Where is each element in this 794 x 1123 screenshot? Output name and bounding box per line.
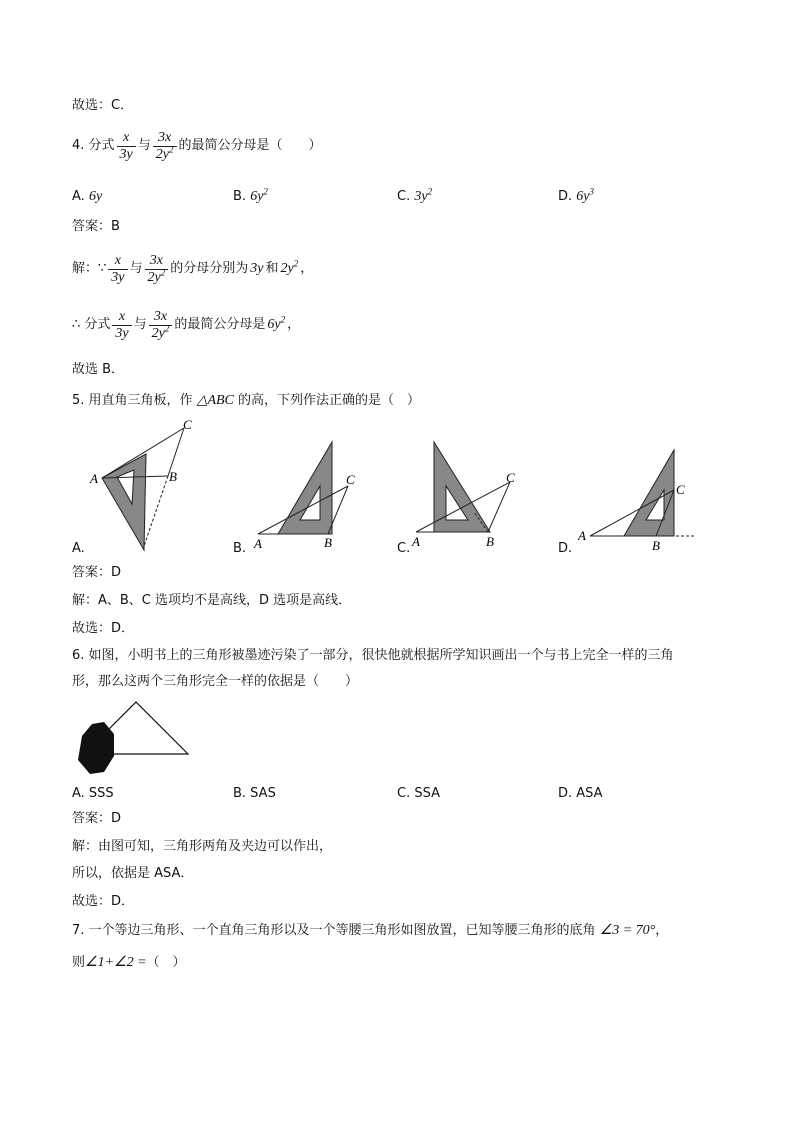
- q6-figure: [74, 696, 194, 778]
- q6-option-c: C. SSA: [397, 786, 440, 801]
- q5-answer: 答案：D: [72, 565, 122, 580]
- q5-figure-d: [572, 436, 702, 554]
- q4-option-a: A. 6y: [72, 189, 103, 204]
- svg-text:B: B: [652, 538, 660, 553]
- q5-solution: 解：A、B、C 选项均不是高线，D 选项是高线．: [72, 593, 352, 608]
- svg-text:C: C: [506, 470, 515, 485]
- label-b: B: [169, 469, 177, 484]
- svg-text:C: C: [676, 482, 685, 497]
- q4-suffix: 的最简公分母是（ ）: [178, 138, 322, 153]
- q4-option-d: D. $6y^3$: [558, 186, 595, 204]
- q3-choice: 故选：C．: [72, 98, 134, 113]
- q5-option-a: A.: [72, 541, 85, 556]
- dashed-line-a: [144, 476, 168, 546]
- q4-option-c: C. $3y^2$: [397, 186, 433, 204]
- q4-and: 与: [137, 138, 151, 153]
- q4-choice: 故选 B．: [72, 362, 125, 377]
- q4-sol2-fraction-1: $\frac{x}{3y}$: [112, 309, 131, 342]
- label-c: C: [183, 418, 192, 432]
- q5-choice: 故选：D．: [72, 621, 135, 636]
- q4-sol1-fraction-1: $\frac{x}{3y}$: [108, 253, 127, 286]
- q4-answer: 答案：B: [72, 219, 120, 234]
- q6-answer: 答案：D: [72, 811, 122, 826]
- svg-text:C: C: [346, 472, 355, 487]
- q6-option-b: B. SAS: [233, 786, 276, 801]
- q7-stem-line-2: 则∠1+∠2 =（ ）: [72, 955, 186, 970]
- q6-solution-line-2: 所以，依据是 ASA．: [72, 866, 194, 881]
- q5-figure-b: [250, 436, 370, 554]
- svg-text:A: A: [254, 536, 262, 551]
- q5-figure-c: [410, 436, 530, 554]
- q5-figure-a: [86, 418, 206, 554]
- q6-stem-line-2: 形，那么这两个三角形完全一样的依据是（ ）: [72, 674, 359, 689]
- q4-sol1-fraction-2: $\frac{3x}{2y^2}$: [145, 253, 169, 286]
- q4-fraction-1: $\frac{x}{3y}$: [117, 130, 136, 163]
- q4-prefix: 4. 分式: [72, 138, 115, 153]
- q6-option-d: D. ASA: [558, 786, 603, 801]
- q6-solution-line-1: 解：由图可知，三角形两角及夹边可以作出，: [72, 839, 333, 854]
- q4-fraction-2: $\frac{3x}{2y^2}$: [153, 130, 177, 163]
- q4-sol2-fraction-2: $\frac{3x}{2y^2}$: [149, 309, 173, 342]
- q4-option-b: B. $6y^2$: [233, 186, 268, 204]
- q5-option-c: C.: [397, 541, 411, 556]
- ink-blot: [78, 722, 114, 774]
- q4-stem: [72, 126, 322, 166]
- partial-triangle: [104, 702, 188, 754]
- svg-text:A: A: [412, 534, 420, 549]
- svg-text:B: B: [324, 535, 332, 550]
- q6-stem-line-1: 6. 如图，小明书上的三角形被墨迹污染了一部分，很快他就根据所学知识画出一个与书上完全一样的三角: [72, 648, 674, 663]
- q6-option-a: A. SSS: [72, 786, 114, 801]
- set-square-d: [624, 450, 674, 536]
- q5-stem: 5. 用直角三角板，作 △ABC 的高，下列作法正确的是（ ）: [72, 393, 421, 408]
- q7-stem-line-1: 7. 一个等边三角形、一个直角三角形以及一个等腰三角形如图放置，已知等腰三角形的底角 ∠3 = 70°，: [72, 923, 669, 938]
- set-square-a: [102, 454, 146, 550]
- q4-solution-line-1: 解：∵ $\frac{x}{3y}$ 与 $\frac{3x}{2y^2}$ 的分母分别为 3y 和 $2y^2$ ，: [72, 252, 314, 285]
- q5-option-d: D.: [558, 541, 573, 556]
- label-a: A: [90, 471, 98, 486]
- svg-text:B: B: [486, 534, 494, 549]
- q5-option-b: B.: [233, 541, 247, 556]
- q4-solution-line-2: ∴ 分式 $\frac{x}{3y}$ 与 $\frac{3x}{2y^2}$ 的最简公分母是 $6y^2$ ，: [72, 308, 301, 341]
- q6-choice: 故选：D．: [72, 894, 135, 909]
- svg-text:A: A: [578, 528, 586, 543]
